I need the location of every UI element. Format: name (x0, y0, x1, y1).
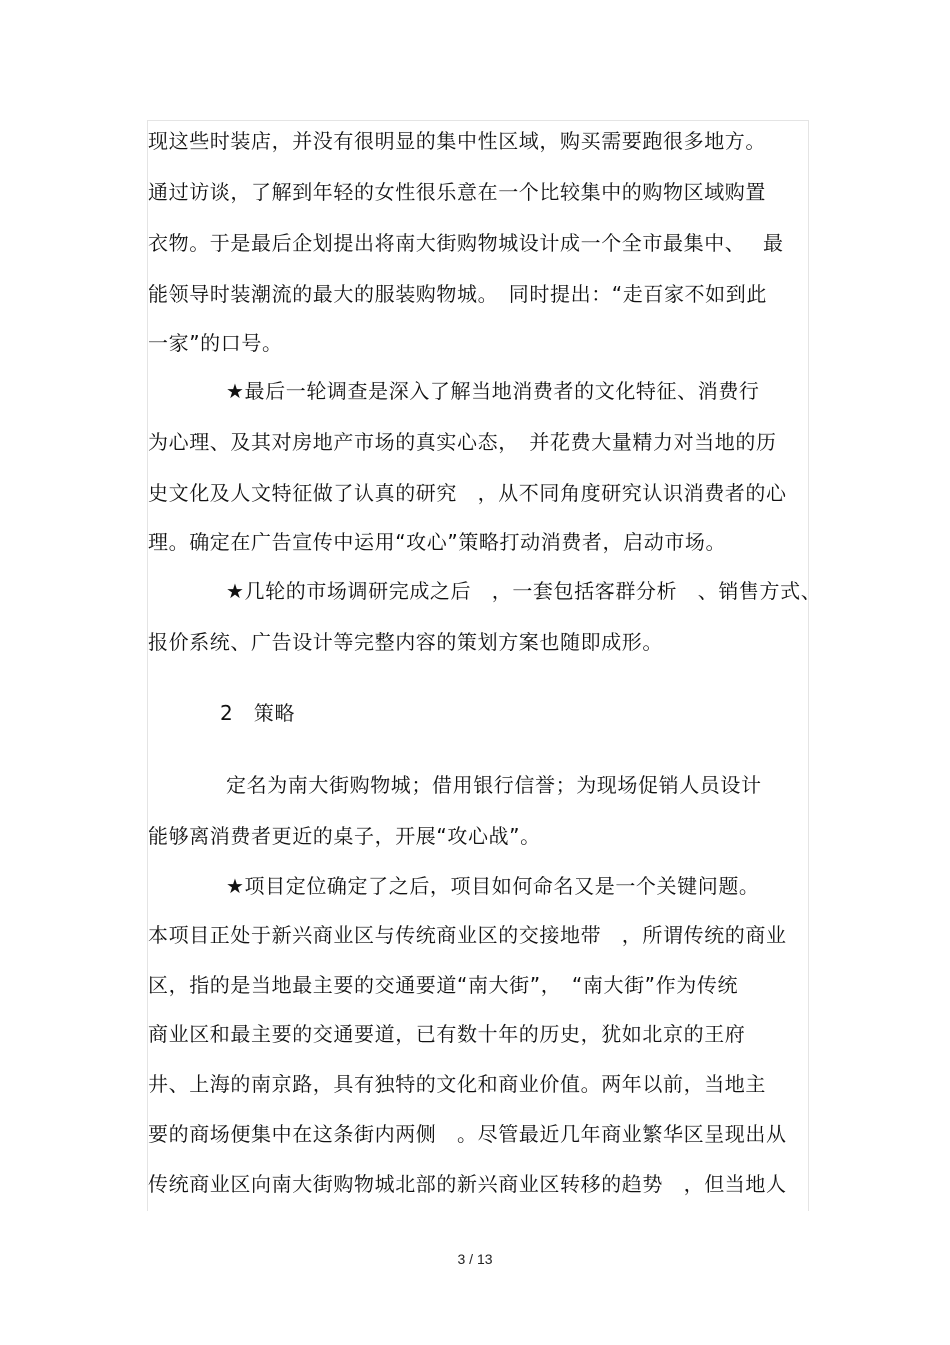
text-line: 井、上海的南京路，具有独特的文化和商业价值。两年以前，当地主 (148, 1072, 766, 1096)
text-line: 要的商场便集中在这条街内两侧 。尽管最近几年商业繁华区呈现出从 (148, 1122, 787, 1146)
text-line: 报价系统、广告设计等完整内容的策划方案也随即成形。 (148, 630, 663, 654)
text-line: 理。确定在广告宣传中运用“攻心”策略打动消费者，启动市场。 (148, 530, 727, 554)
text-line: 为心理、及其对房地产市场的真实心态， 并花费大量精力对当地的历 (148, 430, 777, 454)
text-line: 商业区和最主要的交通要道，已有数十年的历史，犹如北京的王府 (148, 1022, 746, 1046)
text-line: 区，指的是当地最主要的交通要道“南大街”， “南大街”作为传统 (148, 973, 739, 997)
text-line: 史文化及人文特征做了认真的研究 ，从不同角度研究认识消费者的心 (148, 481, 787, 505)
text-line: ★最后一轮调查是深入了解当地消费者的文化特征、消费行 (226, 379, 760, 403)
section-heading: 2 策略 (220, 701, 296, 725)
text-line: 定名为南大街购物城；借用银行信誉；为现场促销人员设计 (226, 773, 762, 797)
text-line: 通过访谈，了解到年轻的女性很乐意在一个比较集中的购物区域购置 (148, 180, 766, 204)
text-line: 一家”的口号。 (148, 331, 283, 355)
text-line: ★几轮的市场调研完成之后 ，一套包括客群分析 、销售方式、 (226, 579, 822, 603)
text-line: 能够离消费者更近的桌子，开展“攻心战”。 (148, 824, 541, 848)
text-line: ★项目定位确定了之后，项目如何命名又是一个关键问题。 (226, 874, 760, 898)
text-line: 传统商业区向南大街购物城北部的新兴商业区转移的趋势 ，但当地人 (148, 1172, 787, 1196)
page-number: 3 / 13 (457, 1251, 493, 1267)
text-line: 衣物。于是最后企划提出将南大街购物城设计成一个全市最集中、 最 (148, 231, 784, 255)
text-line: 本项目正处于新兴商业区与传统商业区的交接地带 ，所谓传统的商业 (148, 923, 787, 947)
text-line: 现这些时装店，并没有很明显的集中性区域，购买需要跑很多地方。 (148, 129, 766, 153)
text-line: 能领导时装潮流的最大的服装购物城。 同时提出：“走百家不如到此 (148, 282, 767, 306)
